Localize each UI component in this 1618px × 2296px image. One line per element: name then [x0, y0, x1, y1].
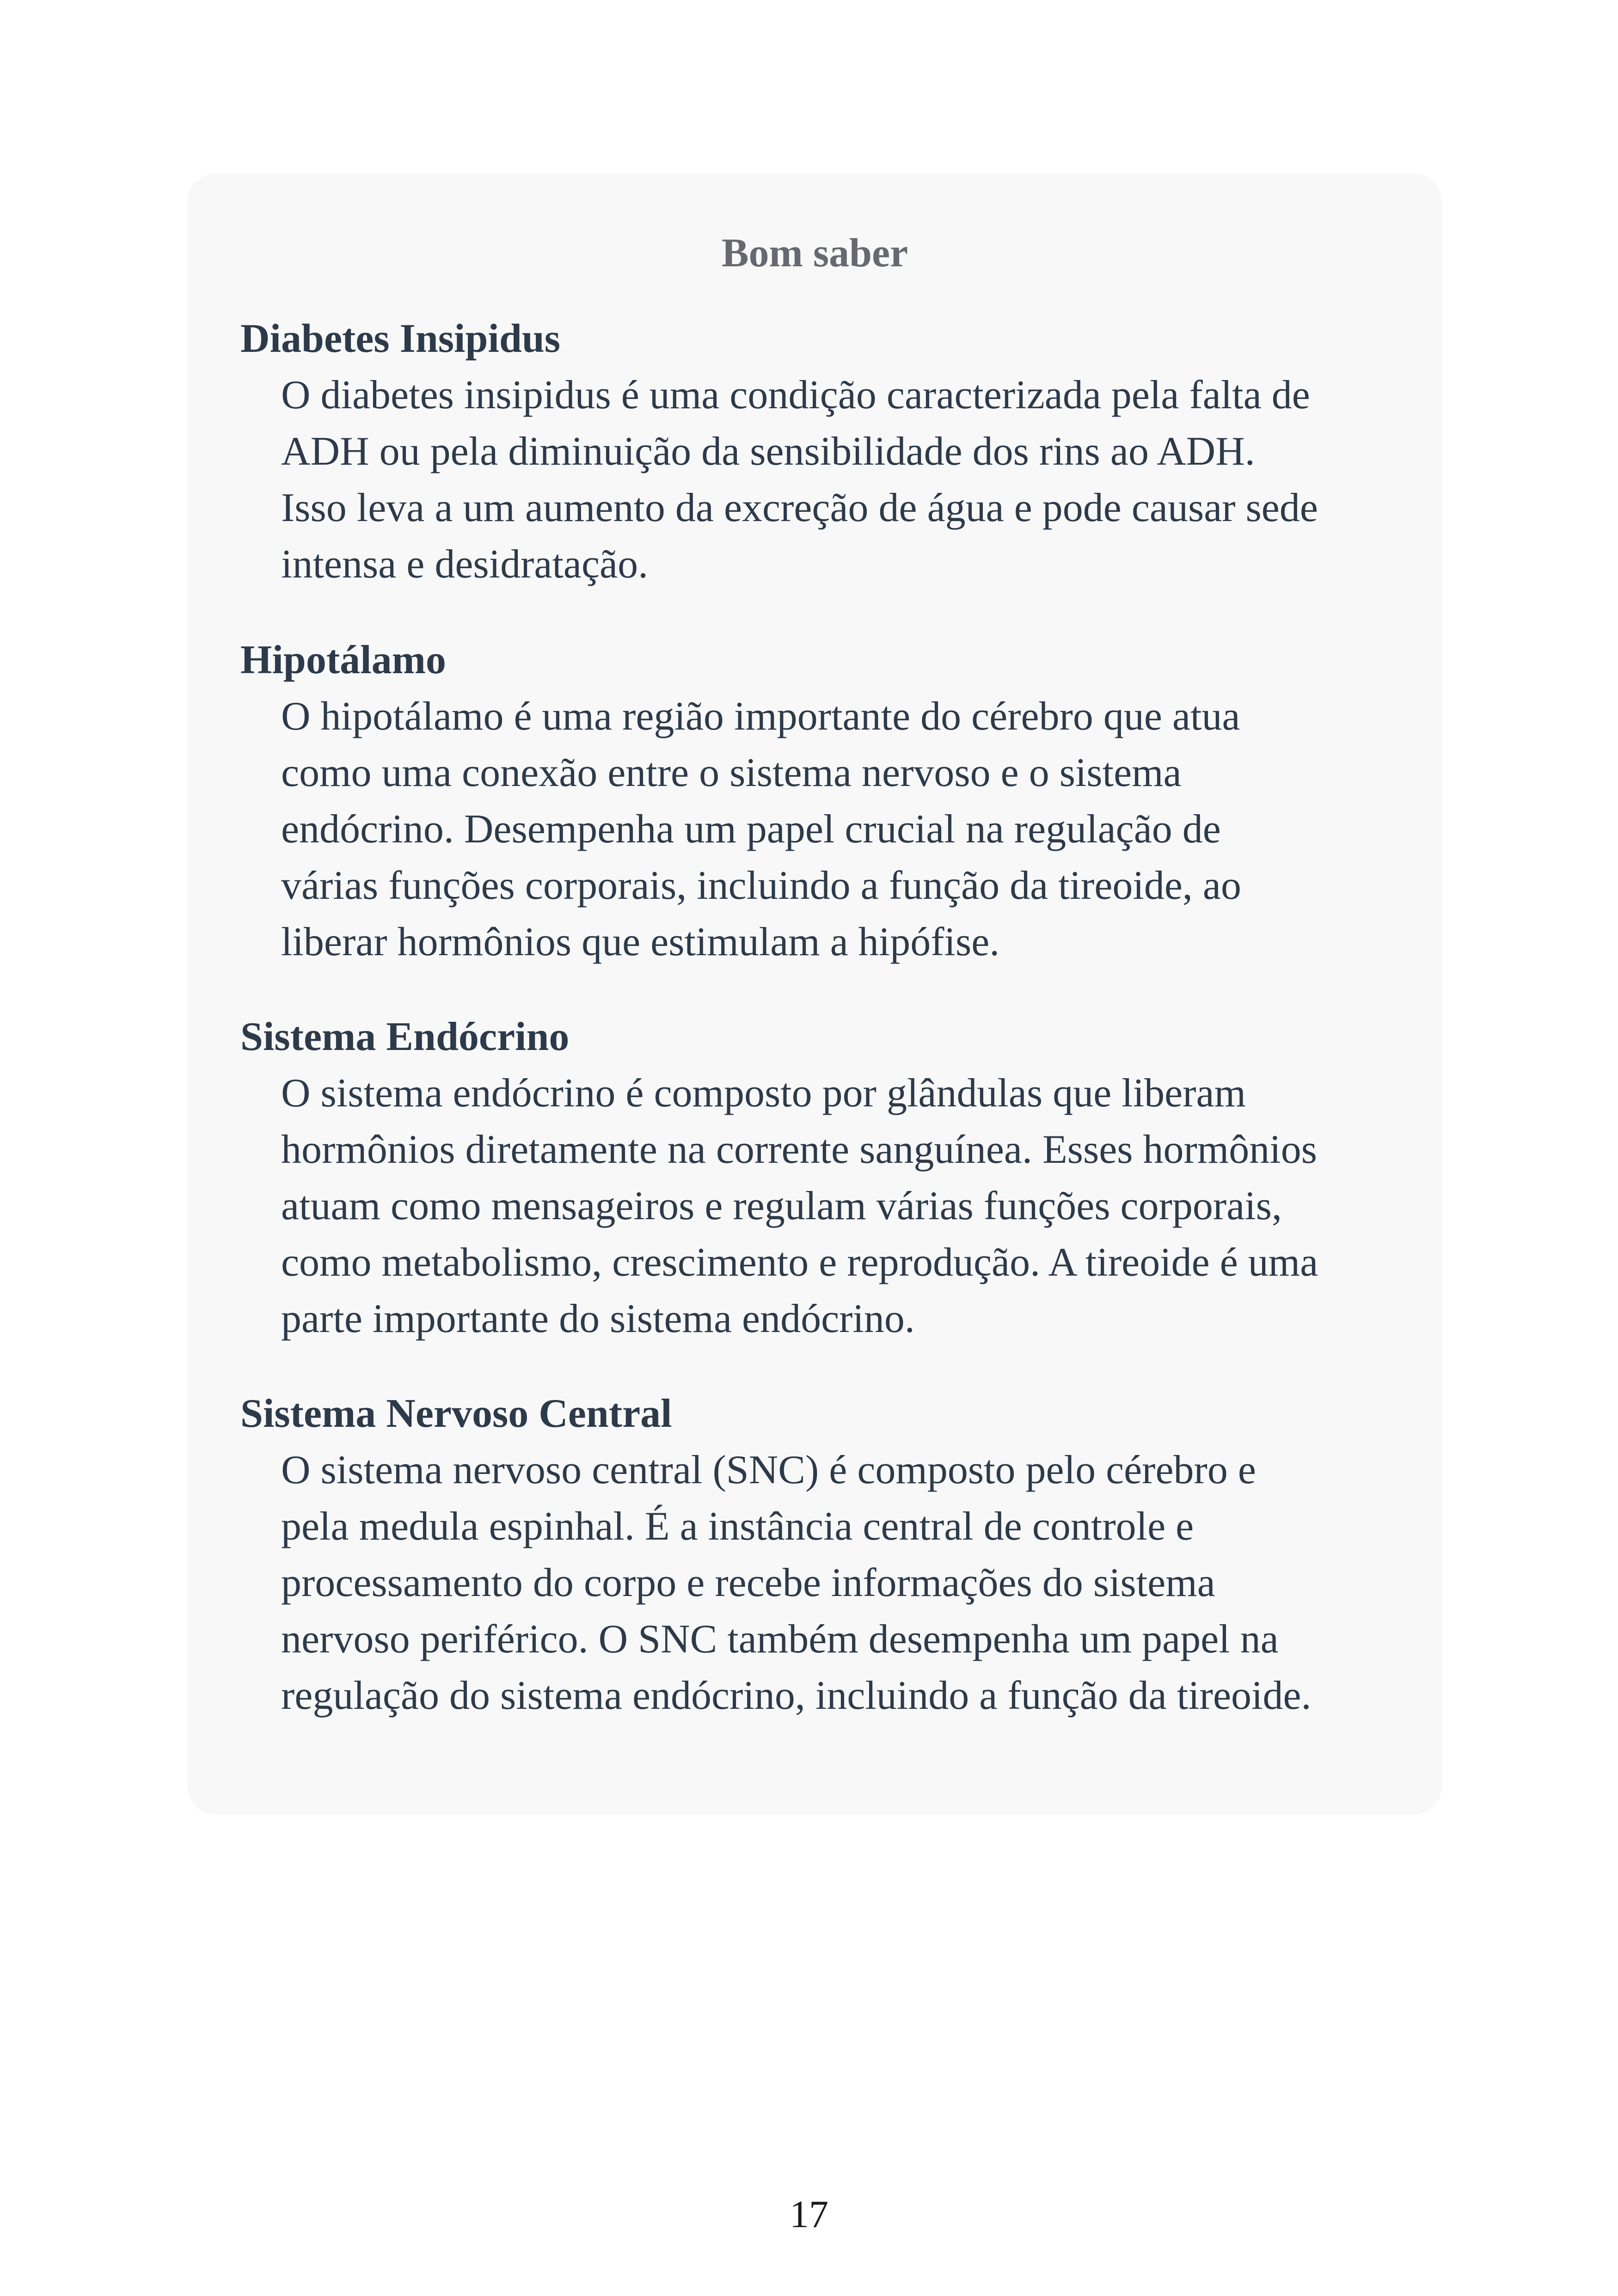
definition-line: O diabetes insipidus é uma condição caracterizada pela falta de: [281, 372, 1310, 417]
definition-line: atuam como mensageiros e regulam várias funções corporais,: [281, 1183, 1282, 1228]
entry-term: Sistema Endócrino: [240, 1014, 570, 1059]
definition-line: endócrino. Desempenha um papel crucial na regulação de: [281, 806, 1221, 852]
definition-line: liberar hormônios que estimulam a hipófise.: [281, 919, 1000, 964]
entry-definition: [281, 1442, 1415, 1724]
entry-term: Hipotálamo: [240, 638, 446, 682]
definition-line: intensa e desidratação.: [281, 541, 649, 587]
entry-term: Sistema Nervoso Central: [240, 1391, 672, 1436]
entry-definition: [281, 1065, 1415, 1347]
good-to-know-box: [187, 173, 1442, 1815]
entry-definition: [281, 367, 1415, 593]
definition-line: como uma conexão entre o sistema nervoso e o sistema: [281, 750, 1182, 795]
definition-line: como metabolismo, crescimento e reprodução. A tireoide é uma: [281, 1240, 1318, 1285]
page-number: 17: [790, 2193, 828, 2236]
glossary-entry-sistema-endocrino: [240, 1013, 1415, 1347]
definition-line: parte importante do sistema endócrino.: [281, 1296, 915, 1341]
glossary-entry-diabetes-insipidus: [240, 314, 1415, 593]
definition-line: Isso leva a um aumento da excreção de água e pode causar sede: [281, 485, 1318, 530]
definition-line: O hipotálamo é uma região importante do cérebro que atua: [281, 694, 1240, 739]
entry-term: Diabetes Insipidus: [240, 316, 561, 361]
glossary-entry-sistema-nervoso-central: [240, 1389, 1415, 1724]
definition-line: nervoso periférico. O SNC também desempenha um papel na: [281, 1616, 1279, 1662]
glossary-entry-hipotalamo: [240, 636, 1415, 970]
entry-definition: [281, 688, 1415, 970]
definition-line: ADH ou pela diminuição da sensibilidade dos rins ao ADH.: [281, 429, 1255, 474]
definition-line: O sistema endócrino é composto por glândulas que liberam: [281, 1070, 1246, 1116]
definition-line: regulação do sistema endócrino, incluindo a função da tireoide.: [281, 1673, 1312, 1718]
box-title: Bom saber: [721, 231, 908, 276]
definition-line: hormônios diretamente na corrente sanguínea. Esses hormônios: [281, 1127, 1317, 1172]
definition-line: O sistema nervoso central (SNC) é composto pelo cérebro e: [281, 1447, 1256, 1492]
definition-line: pela medula espinhal. É a instância central de controle e: [281, 1504, 1194, 1549]
definition-line: processamento do corpo e recebe informações do sistema: [281, 1560, 1215, 1605]
definition-line: várias funções corporais, incluindo a função da tireoide, ao: [281, 863, 1241, 908]
